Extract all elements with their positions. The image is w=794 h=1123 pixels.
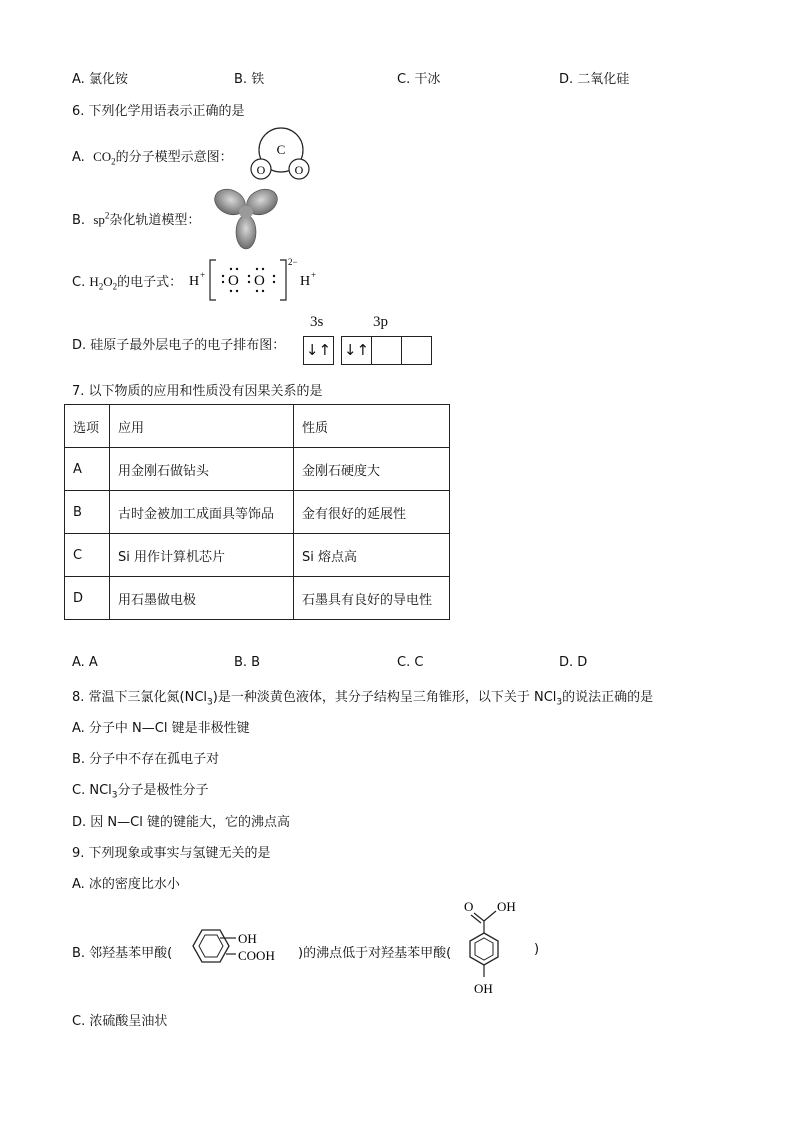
q7-stem: 7. 以下物质的应用和性质没有因果关系的是 xyxy=(72,384,323,399)
table-cell: Si 熔点高 xyxy=(294,534,450,577)
svg-text:OH: OH xyxy=(238,931,257,946)
table-header-cell: 应用 xyxy=(110,405,294,448)
q7-table xyxy=(64,404,450,620)
orbital-box-3p-2 xyxy=(371,336,402,365)
q8-option-a: A. 分子中 N—Cl 键是非极性键 xyxy=(72,721,250,736)
q9-option-b-mid: )的沸点低于对羟基苯甲酸( xyxy=(298,946,452,961)
q8-option-c: C. NCl$_3$分子是极性分子 xyxy=(72,783,209,801)
table-header-cell: 选项 xyxy=(65,405,110,448)
q6-option-d: D. 硅原子最外层电子的电子排布图： xyxy=(72,338,286,353)
q6-option-c: C. $H_2O_2$的电子式： xyxy=(72,274,183,292)
q7-option-c: C. C xyxy=(397,655,424,670)
q7-option-d: D. D xyxy=(559,655,588,670)
svg-text:+: + xyxy=(200,270,206,280)
svg-text:COOH: COOH xyxy=(238,948,275,963)
q7-option-a: A. A xyxy=(72,655,98,670)
q9-option-b-pre: B. 邻羟基苯甲酸( xyxy=(72,946,173,961)
q8-stem: 8. 常温下三氯化氮(NCl$_3$)是一种淡黄色液体，其分子结构呈三角锥形，以下关于 NCl$_3$的说法正确的是 xyxy=(72,690,654,708)
table-row xyxy=(65,448,450,491)
q6-option-b: B. $sp^2$杂化轨道模型： xyxy=(72,210,201,228)
table-cell: 石墨具有良好的导电性 xyxy=(294,577,450,620)
orbital-box-3p-1: ↓↑ xyxy=(341,336,372,365)
table-row xyxy=(65,534,450,577)
table-cell: B xyxy=(65,491,110,534)
table-cell: 用石墨做电极 xyxy=(110,577,294,620)
table-cell: 古时金被加工成面具等饰品 xyxy=(110,491,294,534)
table-header-cell: 性质 xyxy=(294,405,450,448)
q9-stem: 9. 下列现象或事实与氢键无关的是 xyxy=(72,846,271,861)
para-hydroxybenzoic-acid-structure xyxy=(460,895,530,1003)
q9-option-c: C. 浓硫酸呈油状 xyxy=(72,1014,168,1029)
table-cell: C xyxy=(65,534,110,577)
sp2-orbital-figure xyxy=(212,186,280,250)
q5-option-a: A. 氯化铵 xyxy=(72,72,128,87)
q9-option-b-post: ) xyxy=(534,942,540,957)
svg-text:H: H xyxy=(300,274,311,289)
svg-text:OH: OH xyxy=(497,899,516,914)
orbital-box-3s: ↓↑ xyxy=(303,336,334,365)
q5-option-c: C. 干冰 xyxy=(397,72,441,87)
q5-option-d: D. 二氧化硅 xyxy=(559,72,630,87)
svg-text:OH: OH xyxy=(474,981,493,996)
orbital-box-3p-3 xyxy=(401,336,432,365)
table-cell: A xyxy=(65,448,110,491)
q8-option-d: D. 因 N—Cl 键的键能大，它的沸点高 xyxy=(72,815,290,830)
table-cell: D xyxy=(65,577,110,620)
co2-model-figure xyxy=(248,124,314,184)
oxygen-label: O xyxy=(294,163,304,177)
svg-text:O: O xyxy=(464,899,474,914)
q5-option-b: B. 铁 xyxy=(234,72,265,87)
svg-text:H: H xyxy=(189,274,200,289)
q6-option-a: A. $CO_2$的分子模型示意图： xyxy=(72,149,233,167)
table-header-row xyxy=(65,405,450,448)
oxygen-label: O xyxy=(256,163,266,177)
q6-stem: 6. 下列化学用语表示正确的是 xyxy=(72,104,245,119)
q8-option-b: B. 分子中不存在孤电子对 xyxy=(72,752,220,767)
table-cell: Si 用作计算机芯片 xyxy=(110,534,294,577)
table-row xyxy=(65,491,450,534)
table-cell: 金刚石硬度大 xyxy=(294,448,450,491)
svg-text:2−: 2− xyxy=(288,257,298,267)
h2o2-electron-formula xyxy=(186,252,326,304)
table-cell: 用金刚石做钻头 xyxy=(110,448,294,491)
carbon-label: C xyxy=(276,142,286,157)
q7-option-b: B. B xyxy=(234,655,261,670)
svg-text:O: O xyxy=(254,273,265,289)
table-row xyxy=(65,577,450,620)
label-3p: 3p xyxy=(373,314,388,330)
table-cell: 金有很好的延展性 xyxy=(294,491,450,534)
label-3s: 3s xyxy=(310,314,324,330)
svg-text:O: O xyxy=(228,273,239,289)
q9-option-a: A. 冰的密度比水小 xyxy=(72,877,180,892)
svg-text:+: + xyxy=(311,270,317,280)
ortho-hydroxybenzoic-acid-structure xyxy=(180,922,290,972)
